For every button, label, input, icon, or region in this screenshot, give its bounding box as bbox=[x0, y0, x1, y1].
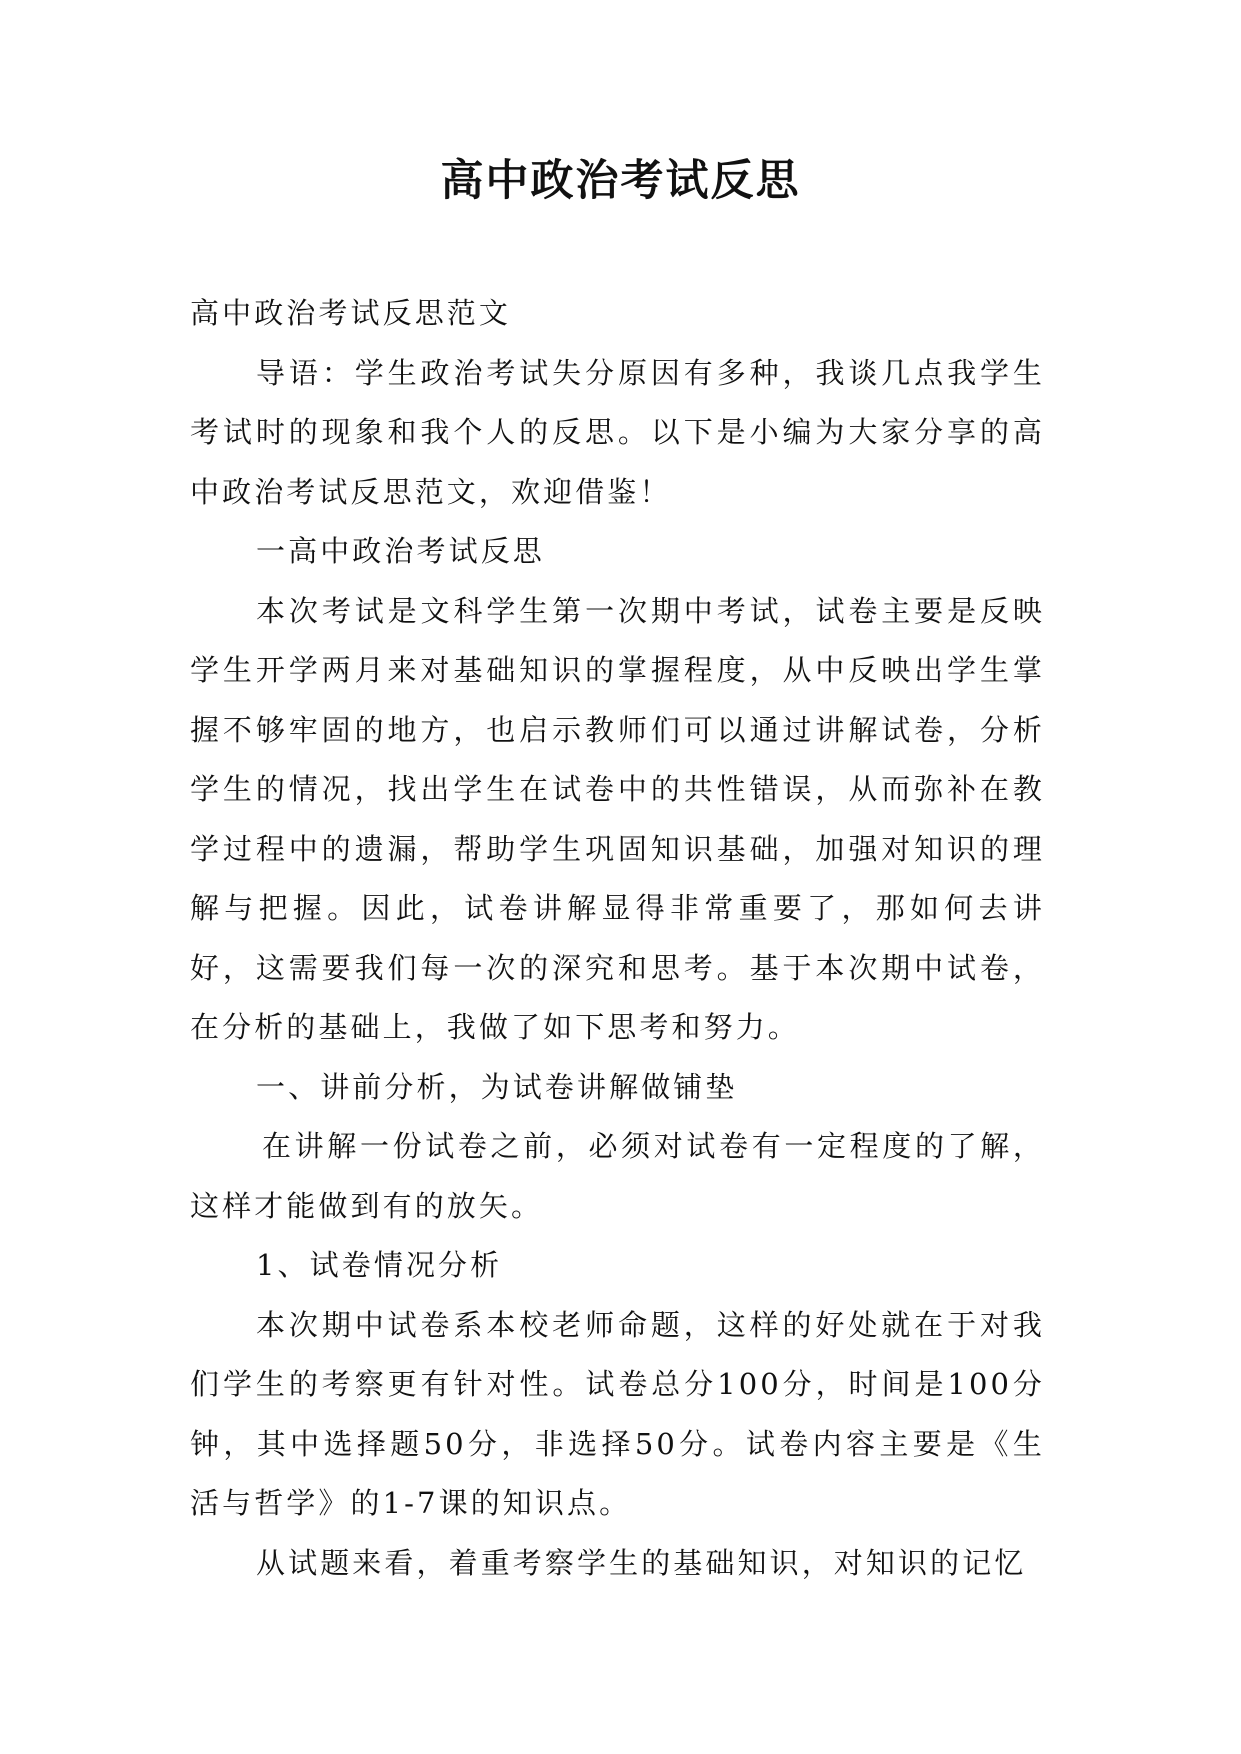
paragraph-section-heading: 一、讲前分析，为试卷讲解做铺垫 bbox=[256, 1069, 738, 1104]
paragraph-heading-one: 一高中政治考试反思 bbox=[256, 534, 545, 568]
paragraph-preparation: 在讲解一份试卷之前，必须对试卷有一定程度的了解，这样才能做到有的放矢。 bbox=[190, 1129, 1045, 1223]
paragraph-intro: 导语：学生政治考试失分原因有多种，我谈几点我学生考试时的现象和我个人的反思。以下是小编为大家分享的高中政治考试反思范文，欢迎借鉴！ bbox=[190, 355, 1045, 509]
paragraph-subsection-heading: 1、试卷情况分析 bbox=[256, 1248, 503, 1282]
document-title: 高中政治考试反思 bbox=[440, 156, 801, 206]
paragraph-paper-details: 本次期中试卷系本校老师命题，这样的好处就在于对我们学生的考察更有针对性。试卷总分100分，时间是100分钟，其中选择题50分，非选择50分。试卷内容主要是《生活与哲学》的1-7课的知识点。 bbox=[190, 1307, 1045, 1520]
document-body bbox=[190, 284, 1045, 1593]
paragraph-question-analysis: 从试题来看，着重考察学生的基础知识，对知识的记忆 bbox=[256, 1545, 1027, 1580]
paragraph-subtitle: 高中政治考试反思范文 bbox=[190, 296, 512, 330]
paragraph-exam-overview: 本次考试是文科学生第一次期中考试，试卷主要是反映学生开学两月来对基础知识的掌握程度，从中反映出学生掌握不够牢固的地方，也启示教师们可以通过讲解试卷，分析学生的情况，找出学生在试卷中的共性错误，从而弥补在教学过程中的遗漏，帮助学生巩固知识基础，加强对知识的理解与把握。因此，试卷讲解显得非常重要了，那如何去讲好，这需要我们每一次的深究和思考。基于本次期中试卷，在分析的基础上，我做了如下思考和努力。 bbox=[190, 593, 1045, 1044]
